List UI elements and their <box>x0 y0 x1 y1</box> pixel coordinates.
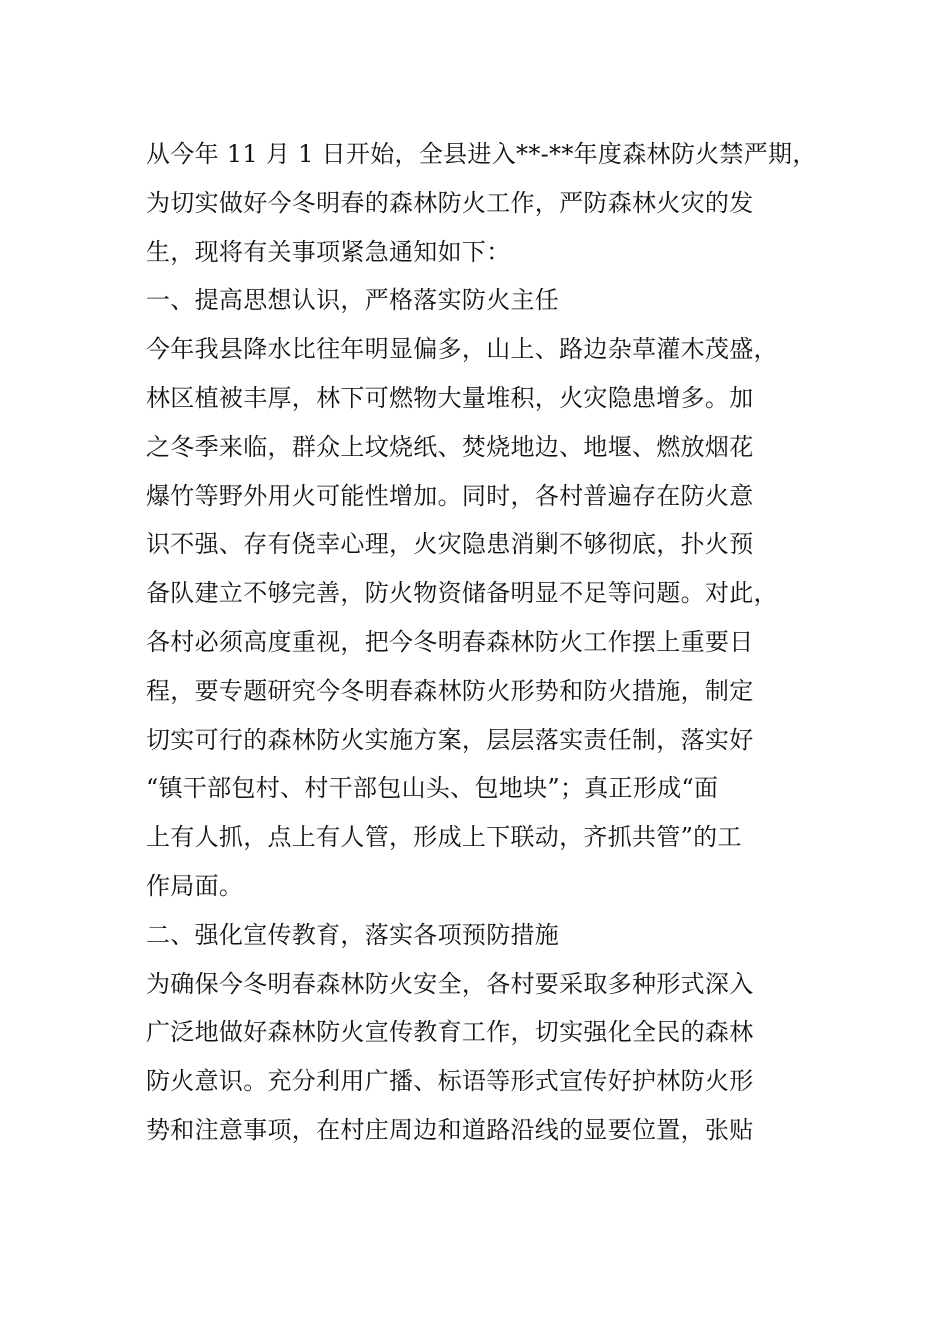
body-text-line: 备队建立不够完善，防火物资储备明显不足等问题。对此， <box>146 579 778 608</box>
body-text-line: 林区植被丰厚，林下可燃物大量堆积，火灾隐患增多。加 <box>146 383 754 412</box>
section-heading-2: 二、强化宣传教育，落实各项预防措施 <box>146 920 560 949</box>
body-text-line: 识不强、存有侥幸心理，火灾隐患消剿不够彻底，扑火预 <box>146 530 754 559</box>
body-text-line: 各村必须高度重视，把今冬明春森林防火工作摆上重要日 <box>146 627 754 656</box>
body-text-line: 为切实做好今冬明春的森林防火工作，严防森林火灾的发 <box>146 188 754 217</box>
body-text-line: 从今年 11 月 1 日开始，全县进入**-**年度森林防火禁严期， <box>146 140 817 168</box>
body-text-line: 势和注意事项，在村庄周边和道路沿线的显要位置，张贴 <box>146 1115 754 1144</box>
body-text-line: 之冬季来临，群众上坟烧纸、焚烧地边、地堰、燃放烟花 <box>146 432 754 461</box>
document-body <box>146 130 817 1155</box>
body-text-line: 爆竹等野外用火可能性增加。同时，各村普遍存在防火意 <box>146 481 754 510</box>
section-heading-1: 一、提高思想认识，严格落实防火主任 <box>146 286 560 315</box>
body-text-line: “镇干部包村、村干部包山头、包地块”；真正形成“面 <box>146 774 719 803</box>
body-text-line: 防火意识。充分利用广播、标语等形式宣传好护林防火形 <box>146 1067 754 1096</box>
body-text-line: 生，现将有关事项紧急通知如下： <box>146 237 511 266</box>
body-text-line: 今年我县降水比往年明显偏多，山上、路边杂草灌木茂盛， <box>146 335 778 364</box>
body-text-line: 广泛地做好森林防火宣传教育工作，切实强化全民的森林 <box>146 1018 754 1047</box>
body-text-line: 为确保今冬明春森林防火安全，各村要采取多种形式深入 <box>146 969 754 998</box>
body-text-line: 程，要专题研究今冬明春森林防火形势和防火措施，制定 <box>146 676 754 705</box>
body-text-line: 切实可行的森林防火实施方案，层层落实责任制，落实好 <box>146 725 754 754</box>
body-text-line: 作局面。 <box>146 871 244 900</box>
body-text-line: 上有人抓，点上有人管，形成上下联动，齐抓共管”的工 <box>146 823 742 852</box>
